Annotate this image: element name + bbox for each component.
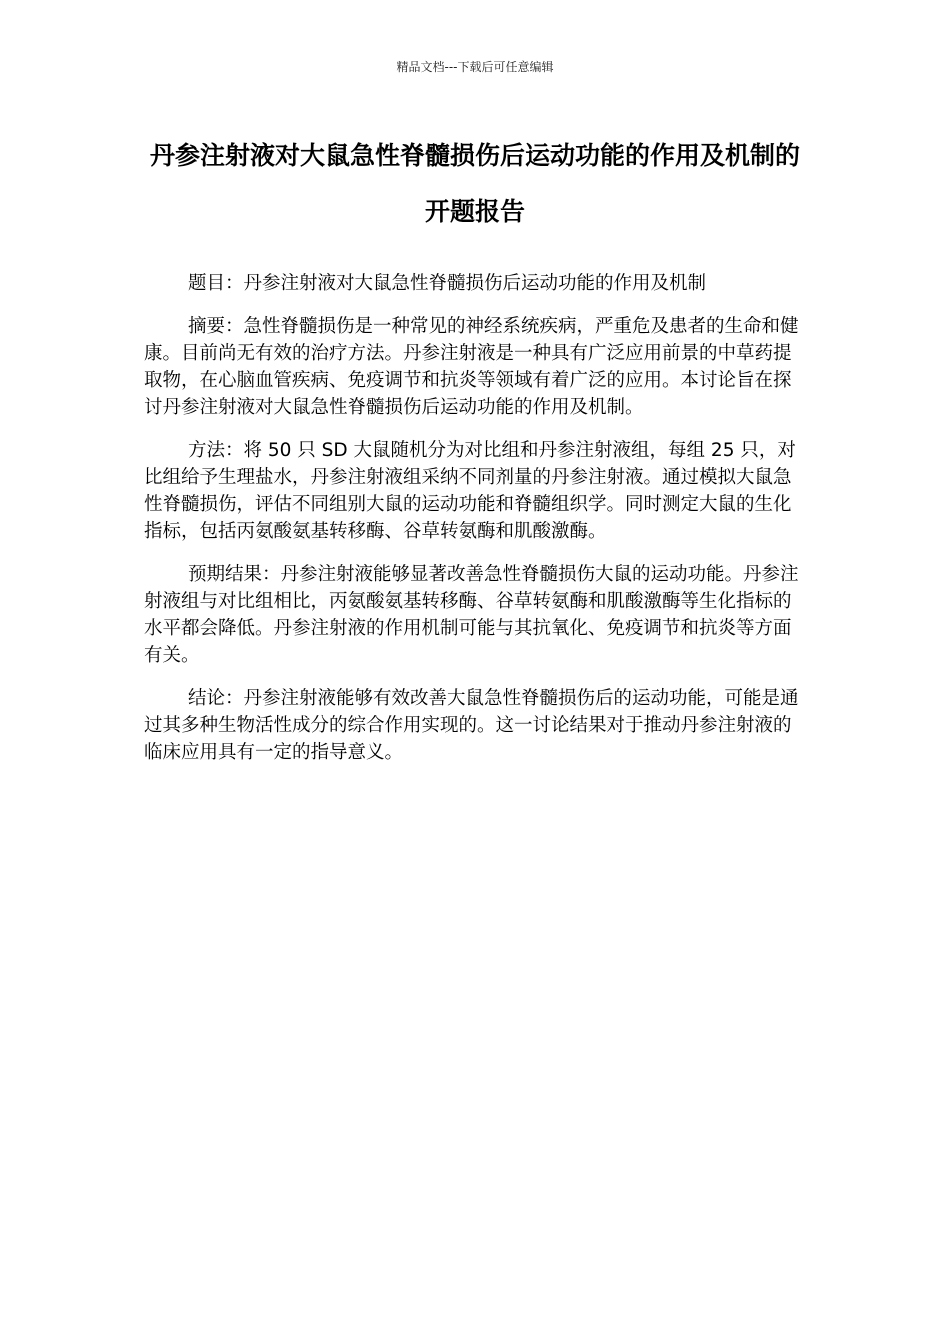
paragraph-conclusion: 结论：丹参注射液能够有效改善大鼠急性脊髓损伤后的运动功能，可能是通过其多种生物活性成分的综合作用实现的。这一讨论结果对于推动丹参注射液的临床应用具有一定的指导意义。	[144, 688, 799, 763]
paragraph-expected-results: 预期结果：丹参注射液能够显著改善急性脊髓损伤大鼠的运动功能。丹参注射液组与对比组相比，丙氨酸氨基转移酶、谷草转氨酶和肌酸激酶等生化指标的水平都会降低。丹参注射液的作用机制可能与其抗氧化、免疫调节和抗炎等方面有关。	[144, 564, 799, 666]
document-body	[144, 270, 804, 782]
document-title: 丹参注射液对大鼠急性脊髓损伤后运动功能的作用及机制的开题报告	[149, 141, 800, 226]
paragraph-methods: 方法：将 50 只 SD 大鼠随机分为对比组和丹参注射液组，每组 25 只，对比组给予生理盐水，丹参注射液组采纳不同剂量的丹参注射液。通过模拟大鼠急性脊髓损伤，评估不同组别大鼠的运动功能和脊髓组织学。同时测定大鼠的生化指标，包括丙氨酸氨基转移酶、谷草转氨酶和肌酸激酶。	[144, 440, 796, 542]
paragraph-topic: 题目：丹参注射液对大鼠急性脊髓损伤后运动功能的作用及机制	[188, 273, 707, 294]
page-header-note: 精品文档---下载后可任意编辑	[396, 60, 554, 74]
paragraph-abstract: 摘要：急性脊髓损伤是一种常见的神经系统疾病，严重危及患者的生命和健康。目前尚无有效的治疗方法。丹参注射液是一种具有广泛应用前景的中草药提取物，在心脑血管疾病、免疫调节和抗炎等领域有着广泛的应用。本讨论旨在探讨丹参注射液对大鼠急性脊髓损伤后运动功能的作用及机制。	[144, 316, 799, 418]
